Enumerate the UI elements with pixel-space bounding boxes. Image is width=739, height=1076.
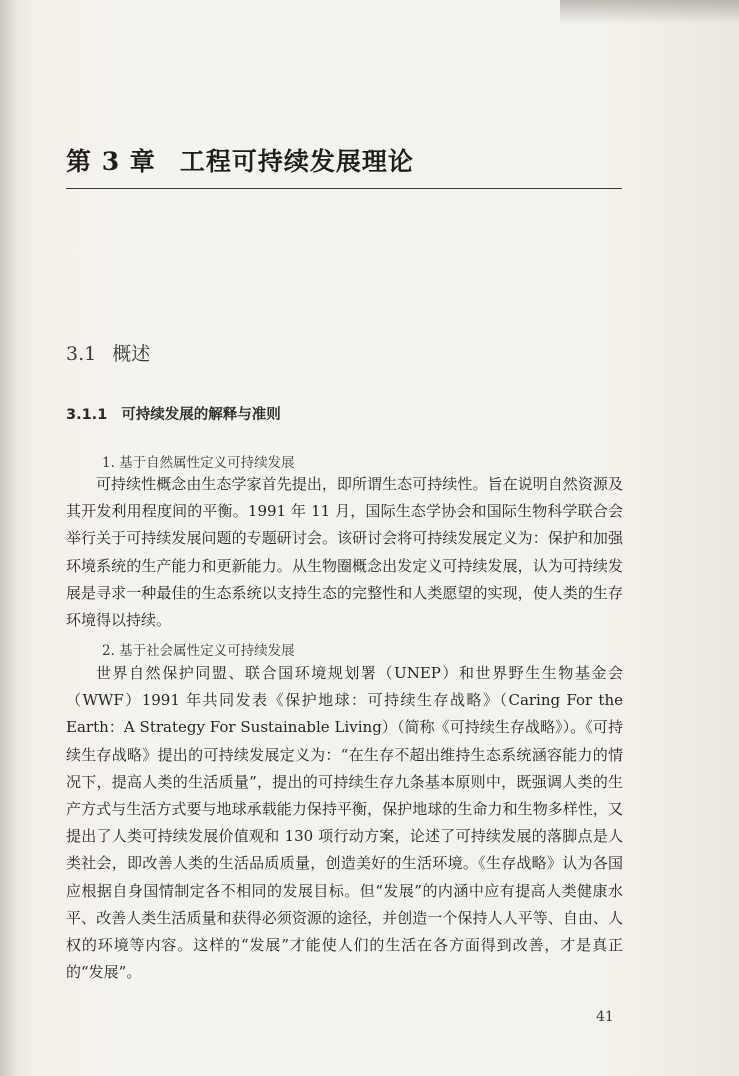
item-heading-social: 2. 基于社会属性定义可持续发展 [102,643,295,659]
binding-shadow [0,0,18,1076]
section-heading [66,339,150,366]
item-heading-natural: 1. 基于自然属性定义可持续发展 [102,455,295,471]
chapter-number: 第 3 章 [66,147,156,176]
subsection-title: 可持续发展的解释与准则 [121,407,281,423]
scan-edge-shadow [560,0,739,24]
subsection-number: 3.1.1 [66,407,108,423]
section-title: 概述 [112,343,151,365]
paragraph-natural-attribute: 可持续性概念由生态学家首先提出，即所谓生态可持续性。旨在说明自然资源及其开发利用程度间的平衡。1991 年 11 月，国际生态学协会和国际生物科学联合会举行关于可持续发展问题的专题研讨会。该研讨会将可持续发展定义为：保护和加强环境系统的生产能力和更新能力。从生物圈概念出发定义可持续发展，认为可持续发展是寻求一种最佳的生态系统以支持生态的完整性和人类愿望的实现，使人类的生存环境得以持续。 [66,475,623,630]
subsection-heading [66,403,281,424]
chapter-heading [66,142,414,178]
section-number: 3.1 [66,343,97,365]
chapter-divider [66,188,622,189]
chapter-title: 工程可持续发展理论 [179,147,414,176]
page-number: 41 [596,1009,614,1025]
paragraph-social-attribute: 世界自然保护同盟、联合国环境规划署（UNEP）和世界野生生物基金会（WWF）1991 年共同发表《保护地球：可持续生存战略》（Caring For the Earth：A Strategy For Sustainable Living）（简称《可持续生存战略》）。《可持续生存战略》提出的可持续发展定义为：“在生存不超出维持生态系统涵容能力的情况下，提高人类的生活质量”，提出的可持续生存九条基本原则中，既强调人类的生产方式与生活方式要与地球承载能力保持平衡，保护地球的生命力和生物多样性，又提出了人类可持续发展价值观和 130 项行动方案，论述了可持续发展的落脚点是人类社会，即改善人类的生活品质质量，创造美好的生活环境。《生存战略》认为各国应根据自身国情制定各不相同的发展目标。但“发展”的内涵中应有提高人类健康水平、改善人类生活质量和获得必须资源的途径，并创造一个保持人人平等、自由、人权的环境等内容。这样的“发展”才能使人们的生活在各方面得到改善，才是真正的“发展”。 [66,664,623,982]
